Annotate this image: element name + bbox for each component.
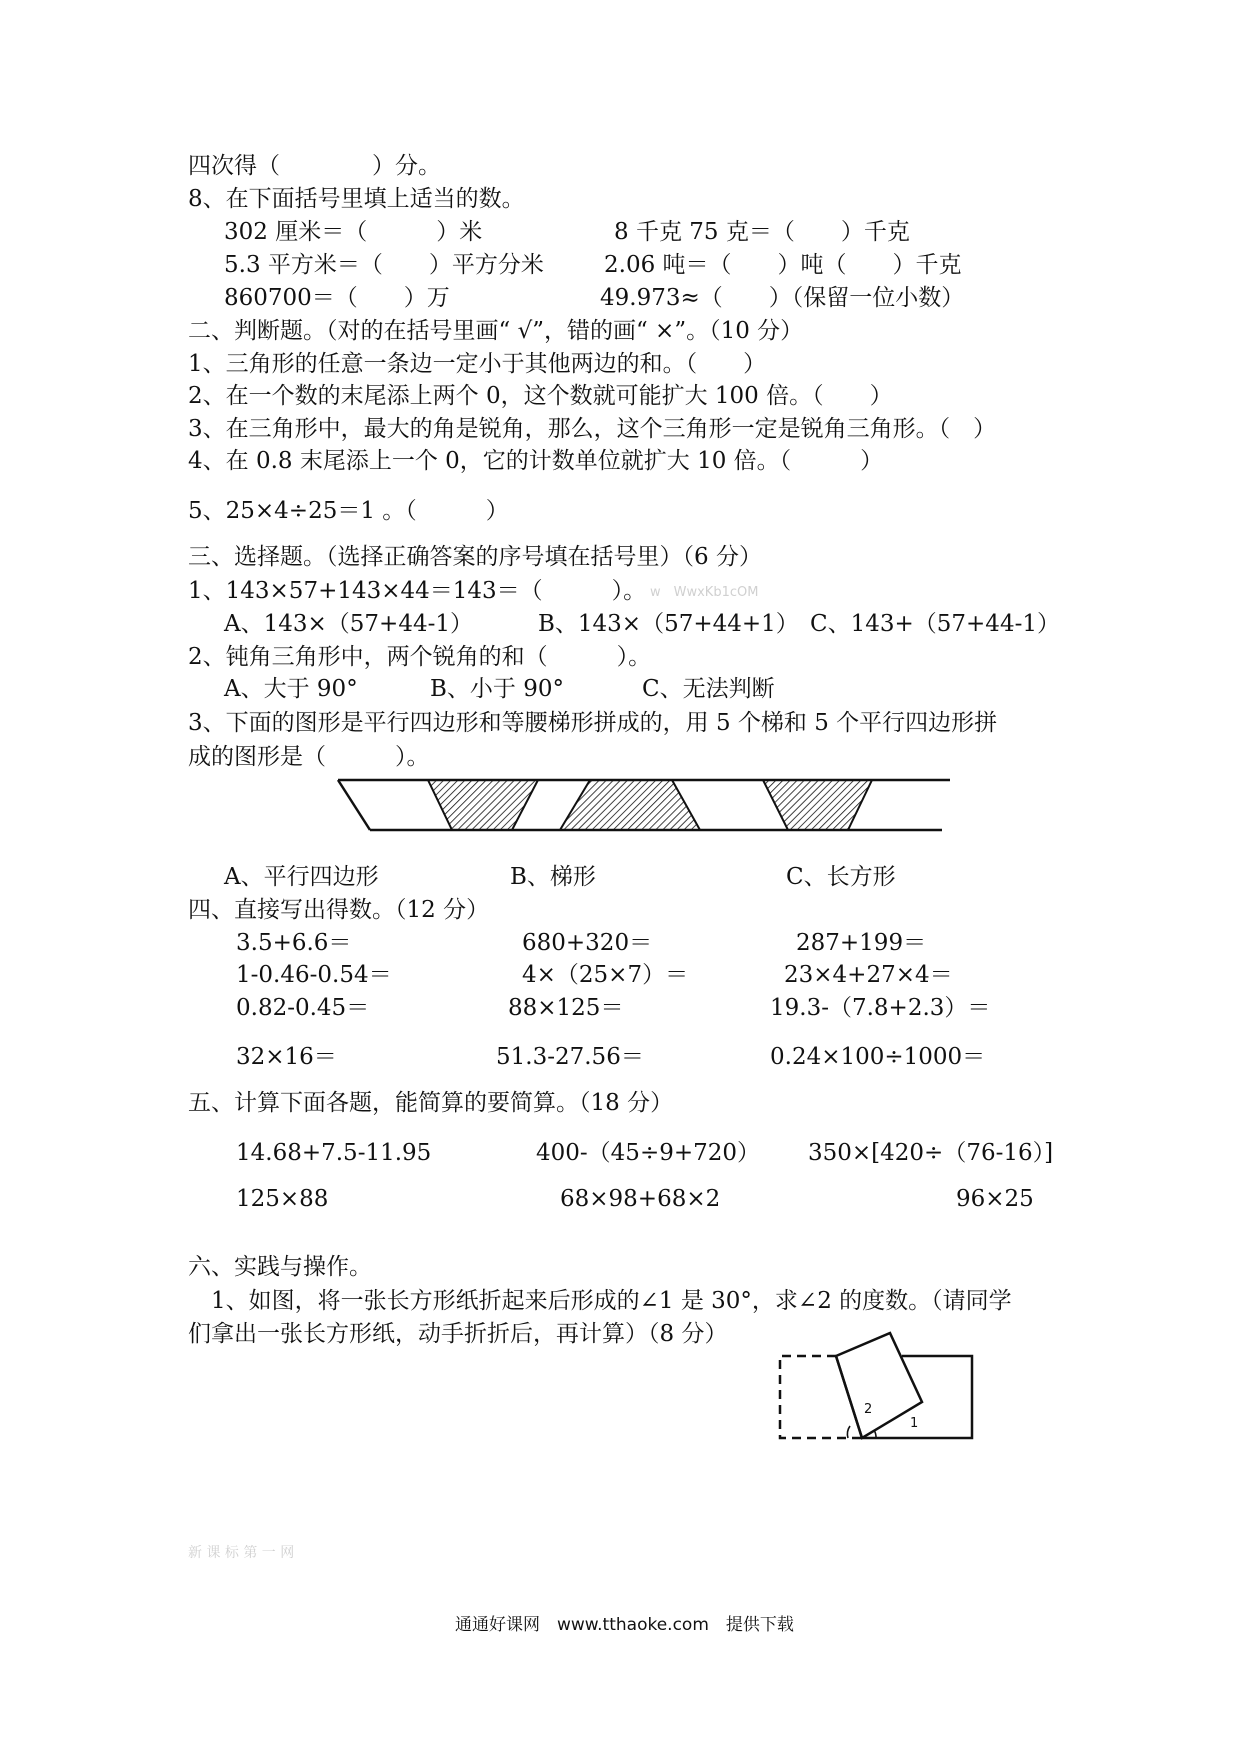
choice-question: 2、钝角三角形中，两个锐角的和（ ）。 xyxy=(188,644,652,670)
practice-question: 们拿出一张长方形纸，动手折折后，再计算）（8 分） xyxy=(188,1321,728,1347)
choice-option: A、平行四边形 xyxy=(224,864,379,890)
choice-question: 成的图形是（ ）。 xyxy=(188,744,430,770)
section5-title: 五、计算下面各题，能简算的要简算。（18 分） xyxy=(188,1090,674,1116)
oral-calc-item: 287+199＝ xyxy=(796,930,927,956)
q8-item: 860700＝（ ）万 xyxy=(224,285,450,311)
q8-item: 8 千克 75 克＝（ ）千克 xyxy=(614,219,910,245)
calc-item: 125×88 xyxy=(236,1186,329,1212)
q8-item: 302 厘米＝（ ）米 xyxy=(224,219,483,245)
section2-title: 二、判断题。（对的在括号里画“ √”，错的画“ ×”。（10 分） xyxy=(188,318,804,344)
oral-calc-item: 51.3-27.56＝ xyxy=(496,1044,644,1070)
choice-option: C、无法判断 xyxy=(642,676,775,702)
section3-title: 三、选择题。（选择正确答案的序号填在括号里）（6 分） xyxy=(188,544,762,570)
choice-option: B、小于 90° xyxy=(430,676,564,702)
calc-item: 96×25 xyxy=(956,1186,1034,1212)
oral-calc-item: 32×16＝ xyxy=(236,1044,337,1070)
oral-calc-item: 3.5+6.6＝ xyxy=(236,930,352,956)
oral-calc-item: 19.3-（7.8+2.3）＝ xyxy=(770,995,991,1021)
oral-calc-item: 23×4+27×4＝ xyxy=(784,962,953,988)
oral-calc-item: 680+320＝ xyxy=(522,930,653,956)
watermark-text: 新 课 标 第 一 网 xyxy=(188,1545,295,1561)
q8-title: 8、在下面括号里填上适当的数。 xyxy=(188,186,525,212)
practice-question: 1、如图，将一张长方形纸折起来后形成的∠1 是 30°，求∠2 的度数。（请同学 xyxy=(188,1288,1012,1314)
section4-title: 四、直接写出得数。（12 分） xyxy=(188,897,490,923)
calc-item: 14.68+7.5-11.95 xyxy=(236,1140,432,1166)
oral-calc-item: 1-0.46-0.54＝ xyxy=(236,962,392,988)
section6-title: 六、实践与操作。 xyxy=(188,1254,372,1280)
calc-item: 68×98+68×2 xyxy=(560,1186,721,1212)
choice-question: 1、143×57+143×44＝143＝（ ）。 xyxy=(188,578,647,604)
answer-line-prev: 四次得（ ）分。 xyxy=(188,153,441,179)
choice-option: B、梯形 xyxy=(510,864,596,890)
calc-item: 400-（45÷9+720） xyxy=(536,1140,761,1166)
judge-question: 5、25×4÷25＝1 。（ ） xyxy=(188,498,509,524)
angle-1-label: 1 xyxy=(910,1416,919,1431)
watermark-inline: w WwxKb1cOM xyxy=(650,585,759,600)
choice-option: B、143×（57+44+1） xyxy=(538,611,799,637)
choice-question: 3、下面的图形是平行四边形和等腰梯形拼成的，用 5 个梯和 5 个平行四边形拼 xyxy=(188,710,998,736)
oral-calc-item: 4×（25×7）＝ xyxy=(522,962,689,988)
page-footer: 通通好课网 www.tthaoke.com 提供下载 xyxy=(455,1615,794,1635)
angle-2-label: 2 xyxy=(864,1402,873,1417)
calc-item: 350×[420÷（76-16）] xyxy=(808,1140,1054,1166)
oral-calc-item: 0.24×100÷1000＝ xyxy=(770,1044,986,1070)
oral-calc-item: 0.82-0.45＝ xyxy=(236,995,370,1021)
judge-question: 4、在 0.8 末尾添上一个 0，它的计数单位就扩大 10 倍。（ ） xyxy=(188,448,884,474)
choice-option: C、长方形 xyxy=(786,864,896,890)
judge-question: 1、三角形的任意一条边一定小于其他两边的和。（ ） xyxy=(188,351,767,377)
choice-option: A、143×（57+44-1） xyxy=(224,611,473,637)
q8-item: 49.973≈（ ）（保留一位小数） xyxy=(600,285,965,311)
q8-item: 2.06 吨＝（ ）吨（ ）千克 xyxy=(604,252,962,278)
oral-calc-item: 88×125＝ xyxy=(508,995,624,1021)
judge-question: 3、在三角形中，最大的角是锐角，那么，这个三角形一定是锐角三角形。（ ） xyxy=(188,416,997,442)
judge-question: 2、在一个数的末尾添上两个 0，这个数就可能扩大 100 倍。（ ） xyxy=(188,383,893,409)
q8-item: 5.3 平方米＝（ ）平方分米 xyxy=(224,252,544,278)
choice-option: A、大于 90° xyxy=(224,676,358,702)
choice-option: C、143+（57+44-1） xyxy=(810,611,1060,637)
